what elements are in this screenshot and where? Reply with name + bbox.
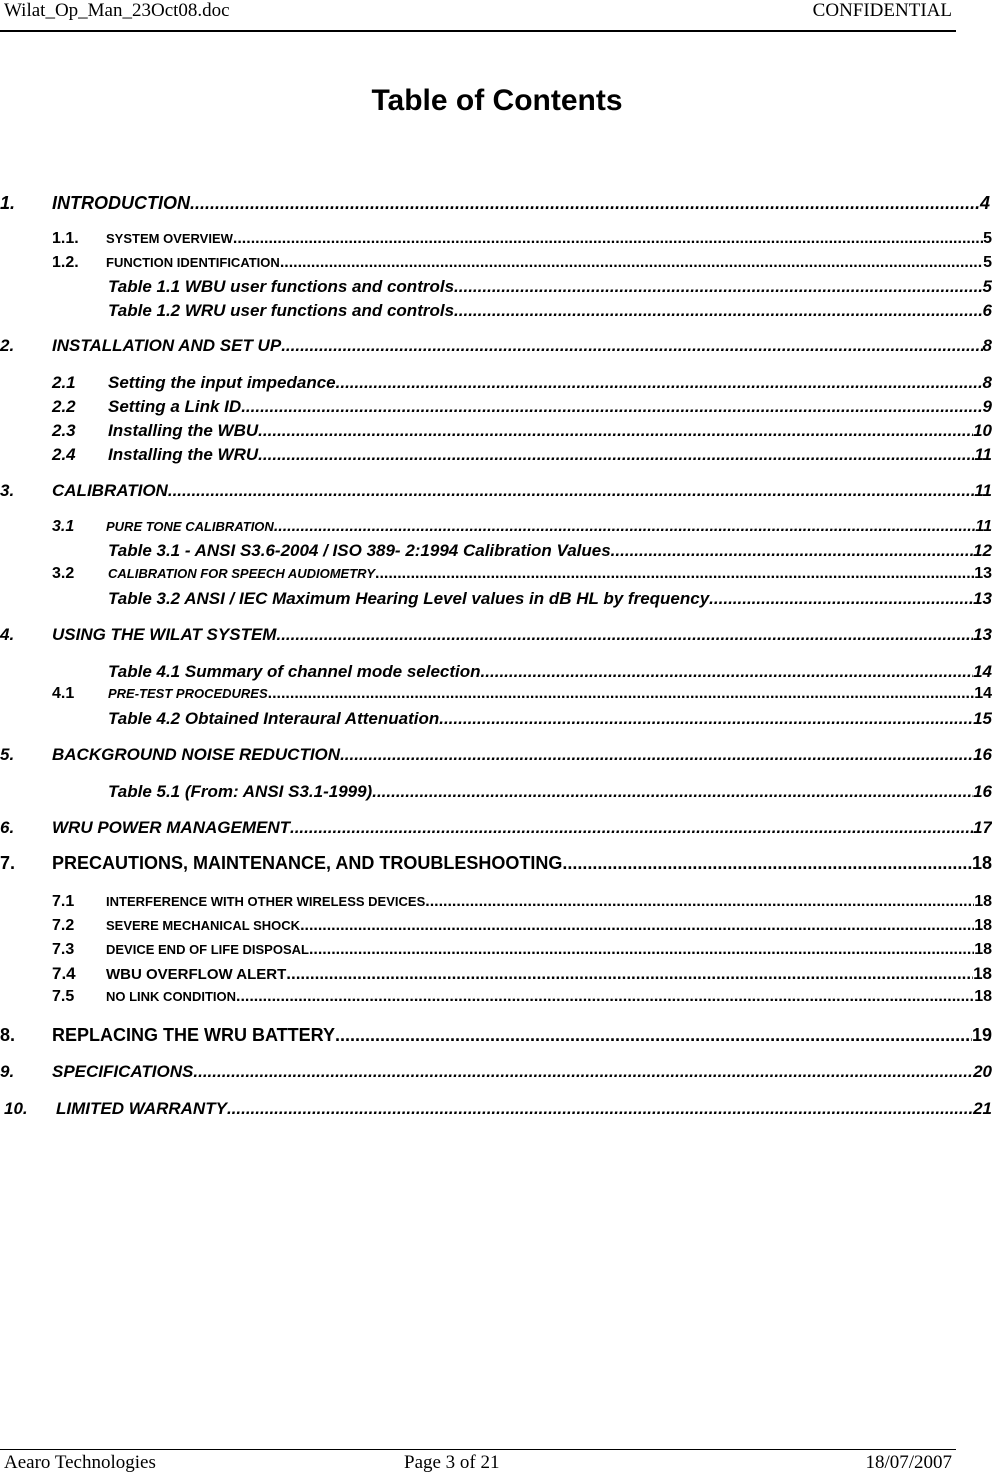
toc-entry-number: 7.5 (52, 988, 75, 1005)
toc-entry-title: PRE-TEST PROCEDURES (108, 686, 268, 701)
toc-entry-page: 8 (982, 336, 992, 355)
toc-entry-number: 2.3 (52, 421, 76, 440)
toc-entry-number: 7.2 (52, 917, 75, 934)
toc-entry-page: 8 (982, 373, 992, 392)
toc-leader (241, 397, 982, 417)
toc-leader (611, 541, 973, 561)
toc-entry-page: 21 (973, 1099, 992, 1118)
toc-entry-title: Table 3.2 ANSI / IEC Maximum Hearing Level values in dB HL by frequency (108, 589, 710, 608)
toc-entry-title: REPLACING THE WRU BATTERY (52, 1025, 335, 1045)
toc-entry[interactable] (0, 230, 992, 248)
toc-entry-number: 10. (4, 1099, 28, 1118)
toc-leader (290, 818, 973, 838)
toc-leader (300, 917, 974, 935)
toc-entry-title: SEVERE MECHANICAL SHOCK (106, 918, 301, 933)
toc-leader (168, 481, 975, 501)
toc-entry-number: 7.1 (52, 893, 75, 910)
toc-entry-title: SPECIFICATIONS (52, 1062, 194, 1081)
toc-leader (258, 445, 974, 465)
toc-entry-page: 18 (974, 941, 992, 958)
toc-leader (268, 685, 975, 703)
toc-entry-page: 18 (973, 964, 992, 983)
toc-leader (336, 373, 983, 393)
toc-entry-number: 6. (0, 818, 15, 837)
toc-entry[interactable] (0, 745, 992, 765)
toc-leader (309, 941, 974, 959)
toc-leader (454, 301, 983, 321)
toc-entry-page: 16 (973, 782, 992, 801)
toc-entry-title: NO LINK CONDITION (106, 989, 236, 1004)
toc-entry[interactable] (0, 853, 992, 874)
toc-entry-title: LIMITED WARRANTY (56, 1099, 227, 1118)
toc-leader (335, 1025, 972, 1046)
toc-entry-title: FUNCTION IDENTIFICATION (106, 255, 280, 270)
toc-entry[interactable] (0, 301, 992, 321)
toc-entry-page: 11 (974, 481, 992, 500)
toc-entry-page: 18 (974, 893, 992, 910)
toc-entry-page: 14 (974, 685, 992, 702)
footer-rule (0, 1449, 956, 1450)
toc-entry-title: PURE TONE CALIBRATION (106, 519, 274, 534)
toc-entry-number: 2. (0, 336, 15, 355)
toc-entry[interactable] (0, 917, 992, 935)
toc-entry[interactable] (0, 782, 992, 802)
toc-entry-number: 1.2. (52, 254, 79, 271)
toc-entry[interactable] (0, 709, 992, 729)
toc-entry[interactable] (0, 421, 992, 441)
toc-leader (190, 193, 980, 214)
toc-leader (258, 421, 973, 441)
toc-entry-title: CALIBRATION FOR SPEECH AUDIOMETRY (108, 566, 375, 581)
toc-entry-title: WBU OVERFLOW ALERT (106, 966, 287, 983)
toc-leader (233, 230, 983, 248)
toc-entry-number: 7.4 (52, 964, 76, 983)
toc-entry-title: INTERFERENCE WITH OTHER WIRELESS DEVICES (106, 894, 426, 909)
toc-entry-number: 1. (0, 193, 16, 213)
toc-entry-number: 2.4 (52, 445, 76, 464)
toc-leader (439, 709, 973, 729)
toc-leader (562, 853, 972, 874)
page-title: Table of Contents (371, 84, 623, 117)
toc-leader (227, 1099, 973, 1119)
toc-entry-page: 20 (973, 1062, 992, 1081)
toc-entry-title: USING THE WILAT SYSTEM (52, 625, 277, 644)
toc-entry-title: Table 4.1 Summary of channel mode selection (108, 662, 481, 681)
toc-entry-number: 9. (0, 1062, 15, 1081)
toc-entry[interactable] (0, 277, 992, 297)
toc-entry-page: 5 (982, 277, 992, 296)
toc-entry-title: CALIBRATION (52, 481, 168, 500)
toc-entry-title: Setting a Link ID (108, 397, 242, 416)
toc-entry[interactable] (0, 541, 992, 561)
toc-entry[interactable] (0, 481, 992, 501)
toc-entry[interactable] (0, 941, 992, 959)
toc-entry-number: 2.2 (52, 397, 76, 416)
toc-entry-number: 3.2 (52, 565, 75, 582)
toc-entry[interactable] (0, 625, 992, 645)
toc-entry[interactable] (0, 445, 992, 465)
toc-entry-number: 4.1 (52, 685, 75, 702)
toc-entry-page: 12 (973, 541, 992, 560)
toc-entry-page: 5 (983, 254, 992, 271)
toc-entry-page: 4 (979, 193, 990, 213)
toc-entry-page: 6 (982, 301, 992, 320)
toc-entry-number: 1.1. (52, 230, 79, 247)
toc-leader (481, 662, 974, 682)
toc-entry-page: 13 (973, 625, 992, 644)
toc-entry[interactable] (0, 964, 992, 984)
toc-entry-number: 4. (0, 625, 15, 644)
toc-entry-page: 9 (982, 397, 992, 416)
toc-entry-title: INSTALLATION AND SET UP (52, 336, 282, 355)
toc-entry-title: Installing the WRU (108, 445, 259, 464)
toc-leader (236, 988, 974, 1006)
toc-entry-title: DEVICE END OF LIFE DISPOSAL (106, 942, 309, 957)
toc-leader (286, 964, 973, 984)
toc-leader (281, 336, 982, 356)
toc-entry-page: 11 (975, 518, 992, 535)
toc-entry-page: 13 (973, 589, 992, 608)
toc-entry-page: 17 (973, 818, 992, 837)
toc-entry-page: 15 (973, 709, 992, 728)
page-header (4, 0, 952, 30)
toc-entry-number: 2.1 (52, 373, 76, 392)
toc-leader (709, 589, 973, 609)
toc-entry-title: Table 5.1 (From: ANSI S3.1-1999). (108, 782, 377, 801)
toc-leader (274, 518, 976, 536)
toc-entry-number: 5. (0, 745, 15, 764)
toc-leader (280, 254, 983, 272)
toc-entry[interactable] (0, 397, 992, 417)
toc-entry[interactable] (0, 518, 992, 536)
toc-entry-title: Setting the input impedance (108, 373, 336, 392)
toc-entry[interactable] (0, 589, 992, 609)
footer-company: Aearo Technologies (4, 1452, 156, 1473)
toc-entry-number: 7.3 (52, 941, 75, 958)
toc-leader (375, 565, 974, 583)
toc-entry[interactable] (0, 818, 992, 838)
toc-entry[interactable] (0, 988, 992, 1006)
toc-entry[interactable] (0, 565, 992, 583)
toc-leader (425, 893, 974, 911)
toc-entry[interactable] (0, 1025, 992, 1046)
toc-entry-title: Table 1.2 WRU user functions and controls (108, 301, 455, 320)
toc-entry-title: BACKGROUND NOISE REDUCTION (52, 745, 341, 764)
toc-entry-title: INTRODUCTION (52, 193, 190, 213)
toc-entry-page: 11 (974, 445, 992, 464)
toc-entry-number: 3.1 (52, 518, 75, 535)
toc-entry[interactable] (0, 662, 992, 682)
toc-entry-title: SYSTEM OVERVIEW (106, 231, 233, 246)
toc-entry-page: 18 (974, 988, 992, 1005)
footer-page-info: Page 3 of 21 (404, 1452, 500, 1473)
toc-leader (340, 745, 973, 765)
header-classification: CONFIDENTIAL (812, 0, 952, 21)
toc-entry[interactable] (0, 1099, 992, 1119)
header-filename: Wilat_Op_Man_23Oct08.doc (4, 0, 230, 21)
toc-entry[interactable] (0, 336, 992, 356)
toc-entry-title: Installing the WBU (108, 421, 259, 440)
toc-entry[interactable] (0, 254, 992, 272)
toc-entry-page: 14 (973, 662, 992, 681)
toc-entry[interactable] (0, 193, 990, 214)
toc-entry-page: 19 (971, 1025, 992, 1045)
toc-entry-title: Table 3.1 - ANSI S3.6-2004 / ISO 389- 2:1994 Calibration Values (108, 541, 611, 560)
toc-leader (377, 782, 973, 802)
toc-leader (276, 625, 973, 645)
toc-entry-page: 13 (974, 565, 992, 582)
toc-entry-page: 5 (983, 230, 992, 247)
header-rule (0, 30, 956, 32)
toc-leader (193, 1062, 973, 1082)
toc-entry[interactable] (0, 685, 992, 703)
toc-entry-page: 18 (974, 917, 992, 934)
toc-entry-page: 10 (973, 421, 992, 440)
toc-entry-title: Table 4.2 Obtained Interaural Attenuation (108, 709, 440, 728)
toc-entry-title: PRECAUTIONS, MAINTENANCE, AND TROUBLESHOOTING (52, 853, 563, 873)
toc-entry-page: 18 (971, 853, 992, 873)
toc-entry-page: 16 (973, 745, 992, 764)
toc-entry-title: Table 1.1 WBU user functions and controls (108, 277, 455, 296)
toc-entry[interactable] (0, 1062, 992, 1082)
toc-leader (454, 277, 983, 297)
toc-entry[interactable] (0, 373, 992, 393)
toc-entry-number: 7. (0, 853, 16, 873)
toc-entry-title: WRU POWER MANAGEMENT (52, 818, 290, 837)
footer-date: 18/07/2007 (865, 1452, 952, 1473)
toc-entry[interactable] (0, 893, 992, 911)
toc-entry-number: 3. (0, 481, 15, 500)
toc-entry-number: 8. (0, 1025, 16, 1045)
